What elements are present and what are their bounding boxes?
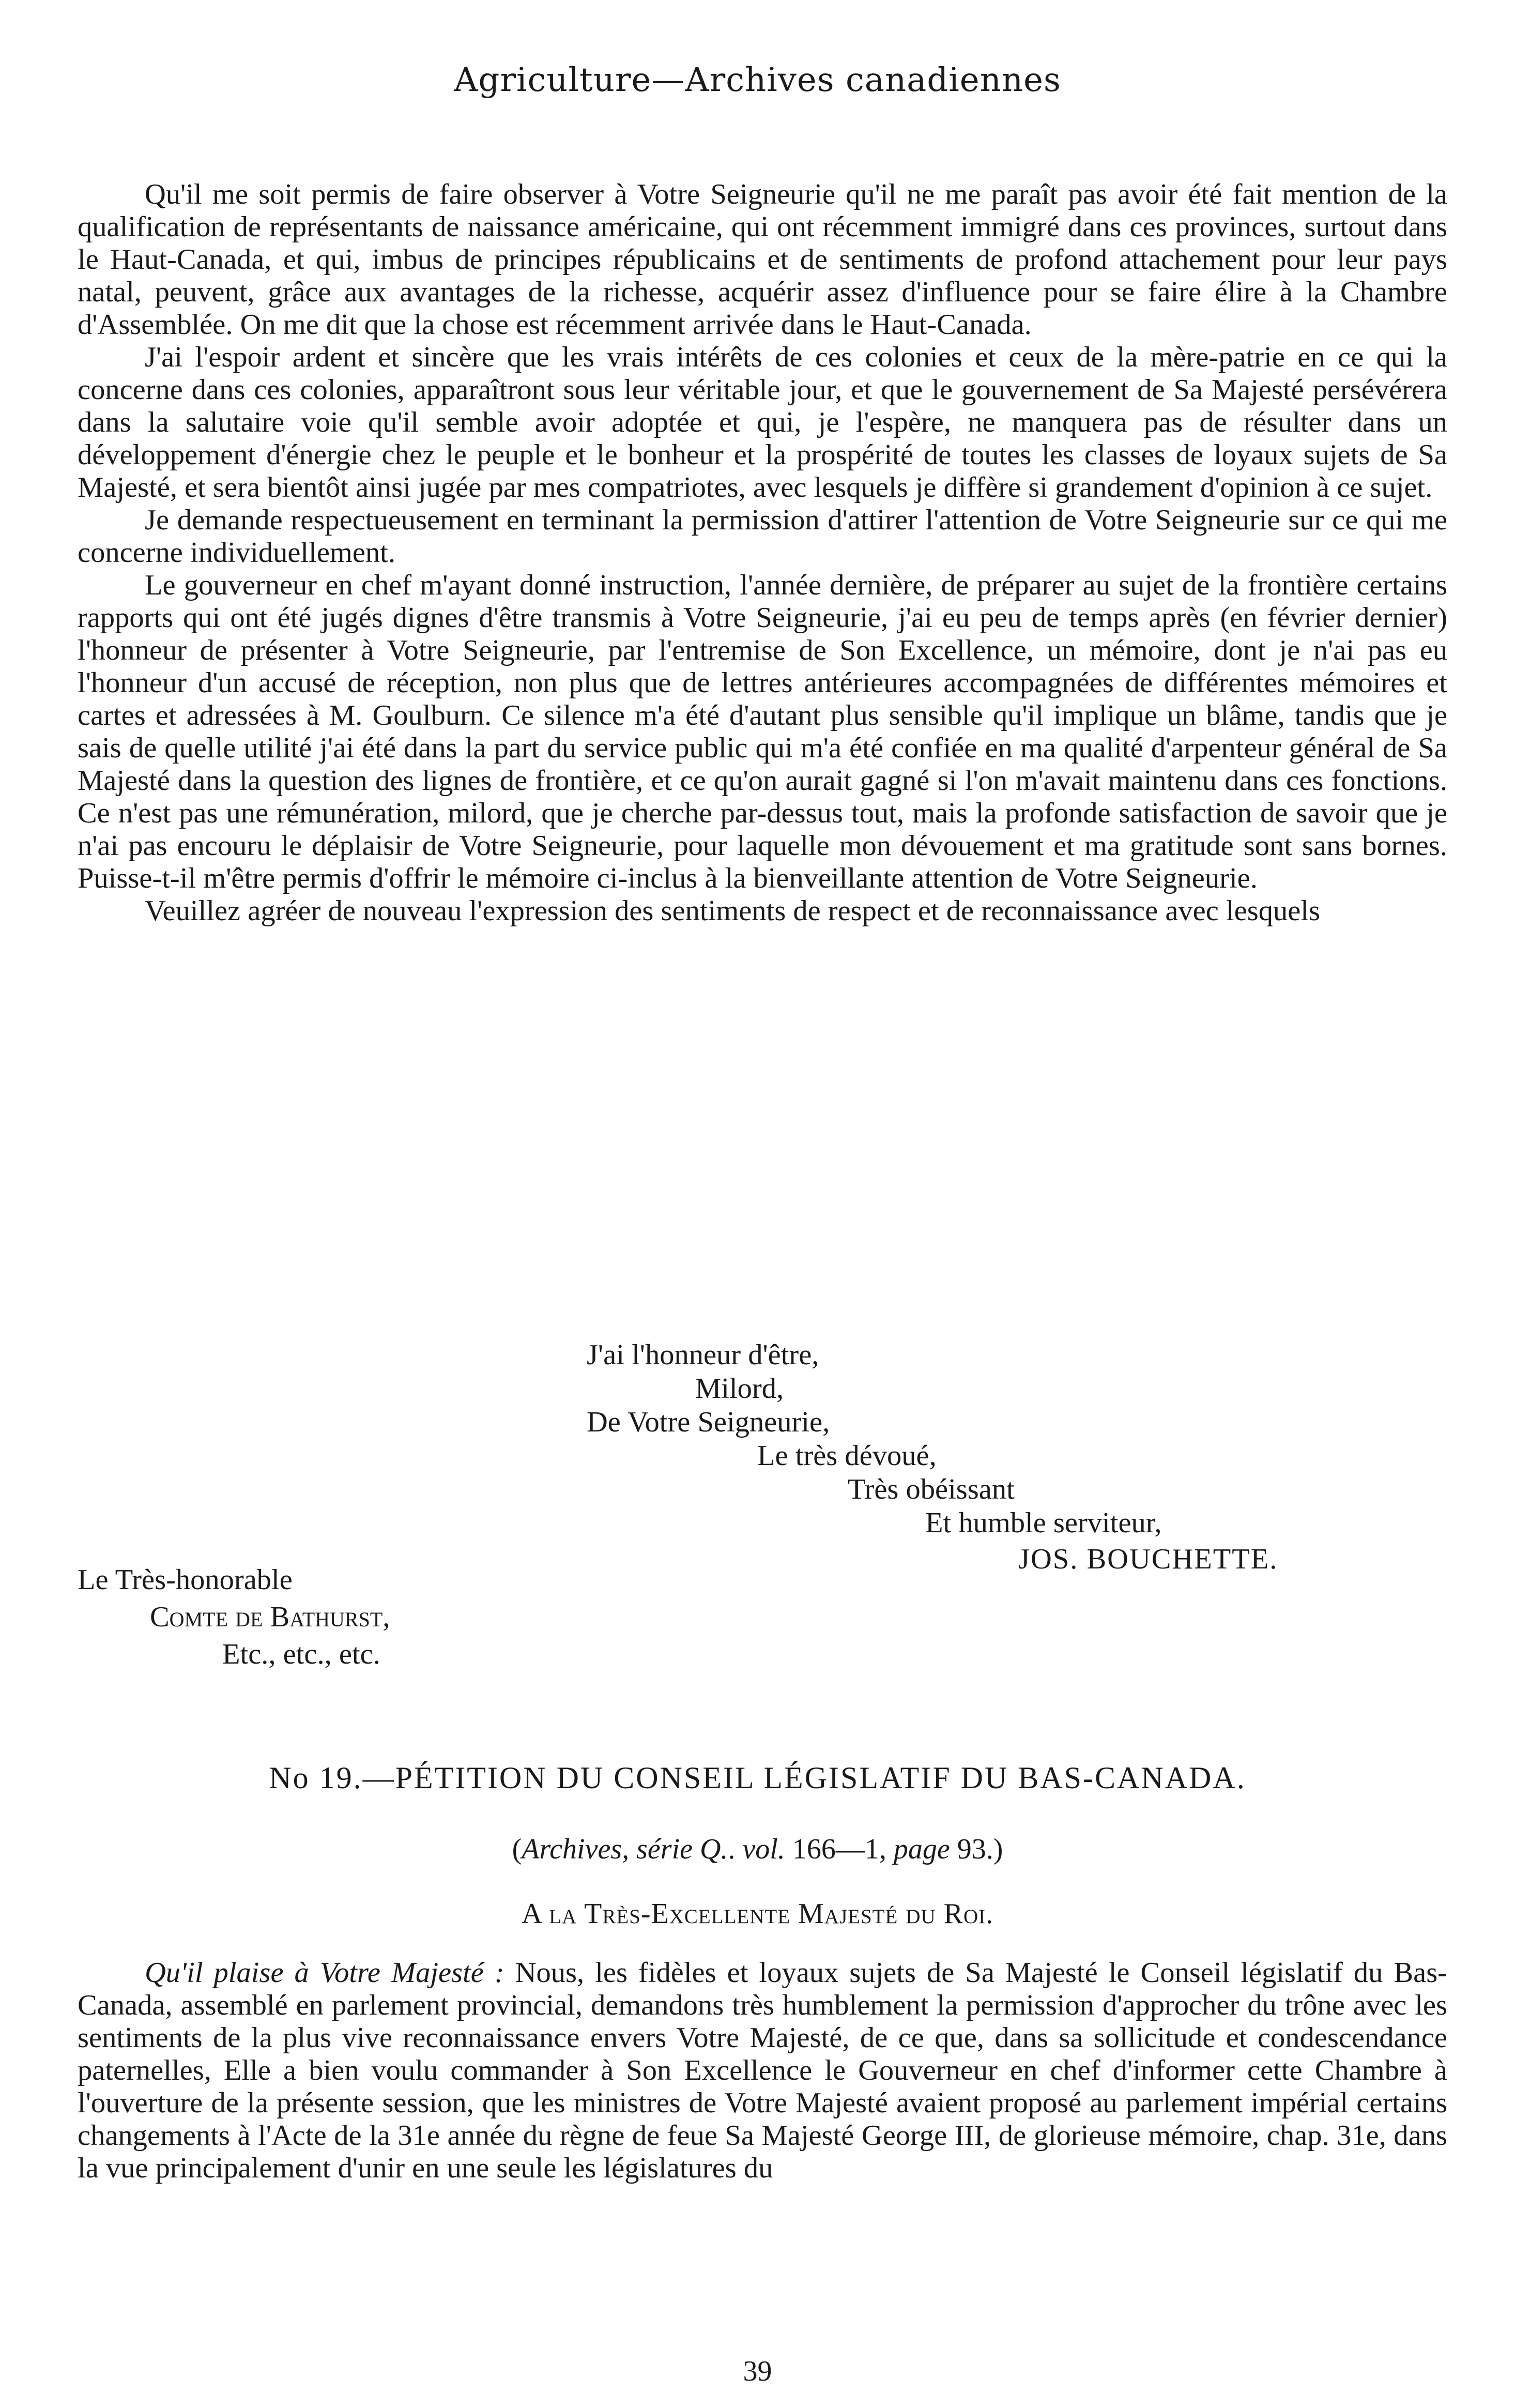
letter-paragraph: Le gouverneur en chef m'ayant donné instruction, l'année dernière, de préparer au sujet de la frontière certains rapports qui ont été jugés dignes d'être transmis à Votre Seigneurie, j'ai eu peu de temps après (en février dernier) l'honneur de présenter à Votre Seigneurie, par l'entremise de Son Excellence, un mémoire, dont je n'ai pas eu l'honneur d'un accusé de réception, non plus que de lettres antérieures accompagnées de différentes mémoires et cartes et adressées à M. Goulburn. Ce silence m'a été d'autant plus sensible qu'il implique un blâme, tandis que je sais de quelle utilité j'ai été dans la part du service public qui m'a été confiée en ma qualité d'arpenteur général de Sa Majesté dans la question des lignes de frontière, et ce qu'on aurait gagné si l'on m'avait maintenu dans ces fonctions. Ce n'est pas une rémunération, milord, que je cherche par-dessus tout, mais la profonde satisfaction de savoir que je n'ai pas encouru le déplaisir de Votre Seigneurie, pour laquelle mon dévouement et ma gratitude sont sans bornes. Puisse-t-il m'être permis d'offrir le mémoire ci-inclus à la bienveillante attention de Votre Seigneurie. (78, 569, 1447, 894)
letter-paragraph: J'ai l'espoir ardent et sincère que les vrais intérêts de ces colonies et ceux de la mère-patrie en ce qui la concerne dans ces colonies, apparaîtront sous leur véritable jour, et que le gouvernement de Sa Majesté persévérera dans la salutaire voie qu'il semble avoir adoptée et qui, je l'espère, ne manquera pas de résulter dans un développement d'énergie chez le peuple et le bonheur et la prospérité de toutes les classes de loyaux sujets de Sa Majesté, et sera bientôt ainsi jugée par mes compatriotes, avec lesquels je diffère si grandement d'opinion à ce sujet. (78, 341, 1447, 504)
closing-line: Et humble serviteur, (925, 1507, 1162, 1539)
petition-text: Nous, les fidèles et loyaux sujets de Sa Majesté le Conseil législatif du Bas-Canada, assemblé en parlement provincial, demandons très humblement la permission d'approcher du trône avec les sentiments de la plus vive reconnaissance envers Votre Majesté, de ce que, dans sa sollicitude et condescendance paternelles, Elle a bien voulu commander à Son Excellence le Gouverneur en chef d'informer cette Chambre à l'ouverture de la présente session, que les ministres de Votre Majesté avaient proposé au parlement impérial certains changements à l'Acte de la 31e année du règne de feue Sa Majesté George III, de glorieuse mémoire, chap. 31e, dans la vue principalement d'unir en une seule les législatures du (78, 1957, 1447, 2184)
closing-line: J'ai l'honneur d'être, (587, 1339, 819, 1371)
letter-body (78, 178, 1447, 927)
source-text: 93.) (950, 1833, 1003, 1865)
letter-paragraph: Qu'il me soit permis de faire observer à Votre Seigneurie qu'il ne me paraît pas avoir été fait mention de la qualification de représentants de naissance américaine, qui ont récemment immigré dans ces provinces, surtout dans le Haut-Canada, et qui, imbus de principes républicains et de sentiments de profond attachement pour leur pays natal, peuvent, grâce aux avantages de la richesse, acquérir assez d'influence pour se faire élire à la Chambre d'Assemblée. On me dit que la chose est récemment arrivée dans le Haut-Canada. (78, 178, 1447, 341)
closing-line: De Votre Seigneurie, (587, 1406, 830, 1438)
closing-line: Très obéissant (848, 1473, 1015, 1505)
source-text: ( (512, 1833, 522, 1865)
source-text: . (728, 1833, 743, 1865)
letter-paragraph: Je demande respectueusement en terminant la permission d'attirer l'attention de Votre Seigneurie sur ce qui me concerne individuellement. (78, 504, 1447, 569)
source-text: Archives, série Q. (522, 1833, 728, 1865)
letter-paragraph: Veuillez agréer de nouveau l'expression des sentiments de respect et de reconnaissance avec lesquels (145, 895, 1320, 927)
source-text: vol. (742, 1833, 785, 1865)
source-text: 166—1, (785, 1833, 894, 1865)
closing-line: Milord, (695, 1373, 784, 1405)
petition-lead: Qu'il plaise à Votre Majesté : (145, 1957, 504, 1989)
addressee-block (78, 1561, 390, 1673)
closing-line: Le très dévoué, (757, 1440, 937, 1472)
document-address: A la Très-Excellente Majesté du Roi. (521, 1898, 994, 1930)
document-title: No 19.—PÉTITION DU CONSEIL LÉGISLATIF DU BAS-CANADA. (269, 1761, 1246, 1795)
addressee-line: Etc., etc., etc. (222, 1638, 380, 1670)
petition-paragraph (78, 1957, 1447, 2185)
petition-body (78, 1957, 1447, 2185)
document-source (0, 1833, 1515, 1866)
page-number: 39 (743, 2355, 772, 2387)
source-text: page (893, 1833, 950, 1865)
page-header: Agriculture—Archives canadiennes (454, 61, 1061, 99)
signature: JOS. BOUCHETTE. (1018, 1543, 1278, 1575)
addressee-line: Comte de Bathurst, (150, 1601, 390, 1633)
addressee-line: Le Très-honorable (78, 1564, 293, 1596)
